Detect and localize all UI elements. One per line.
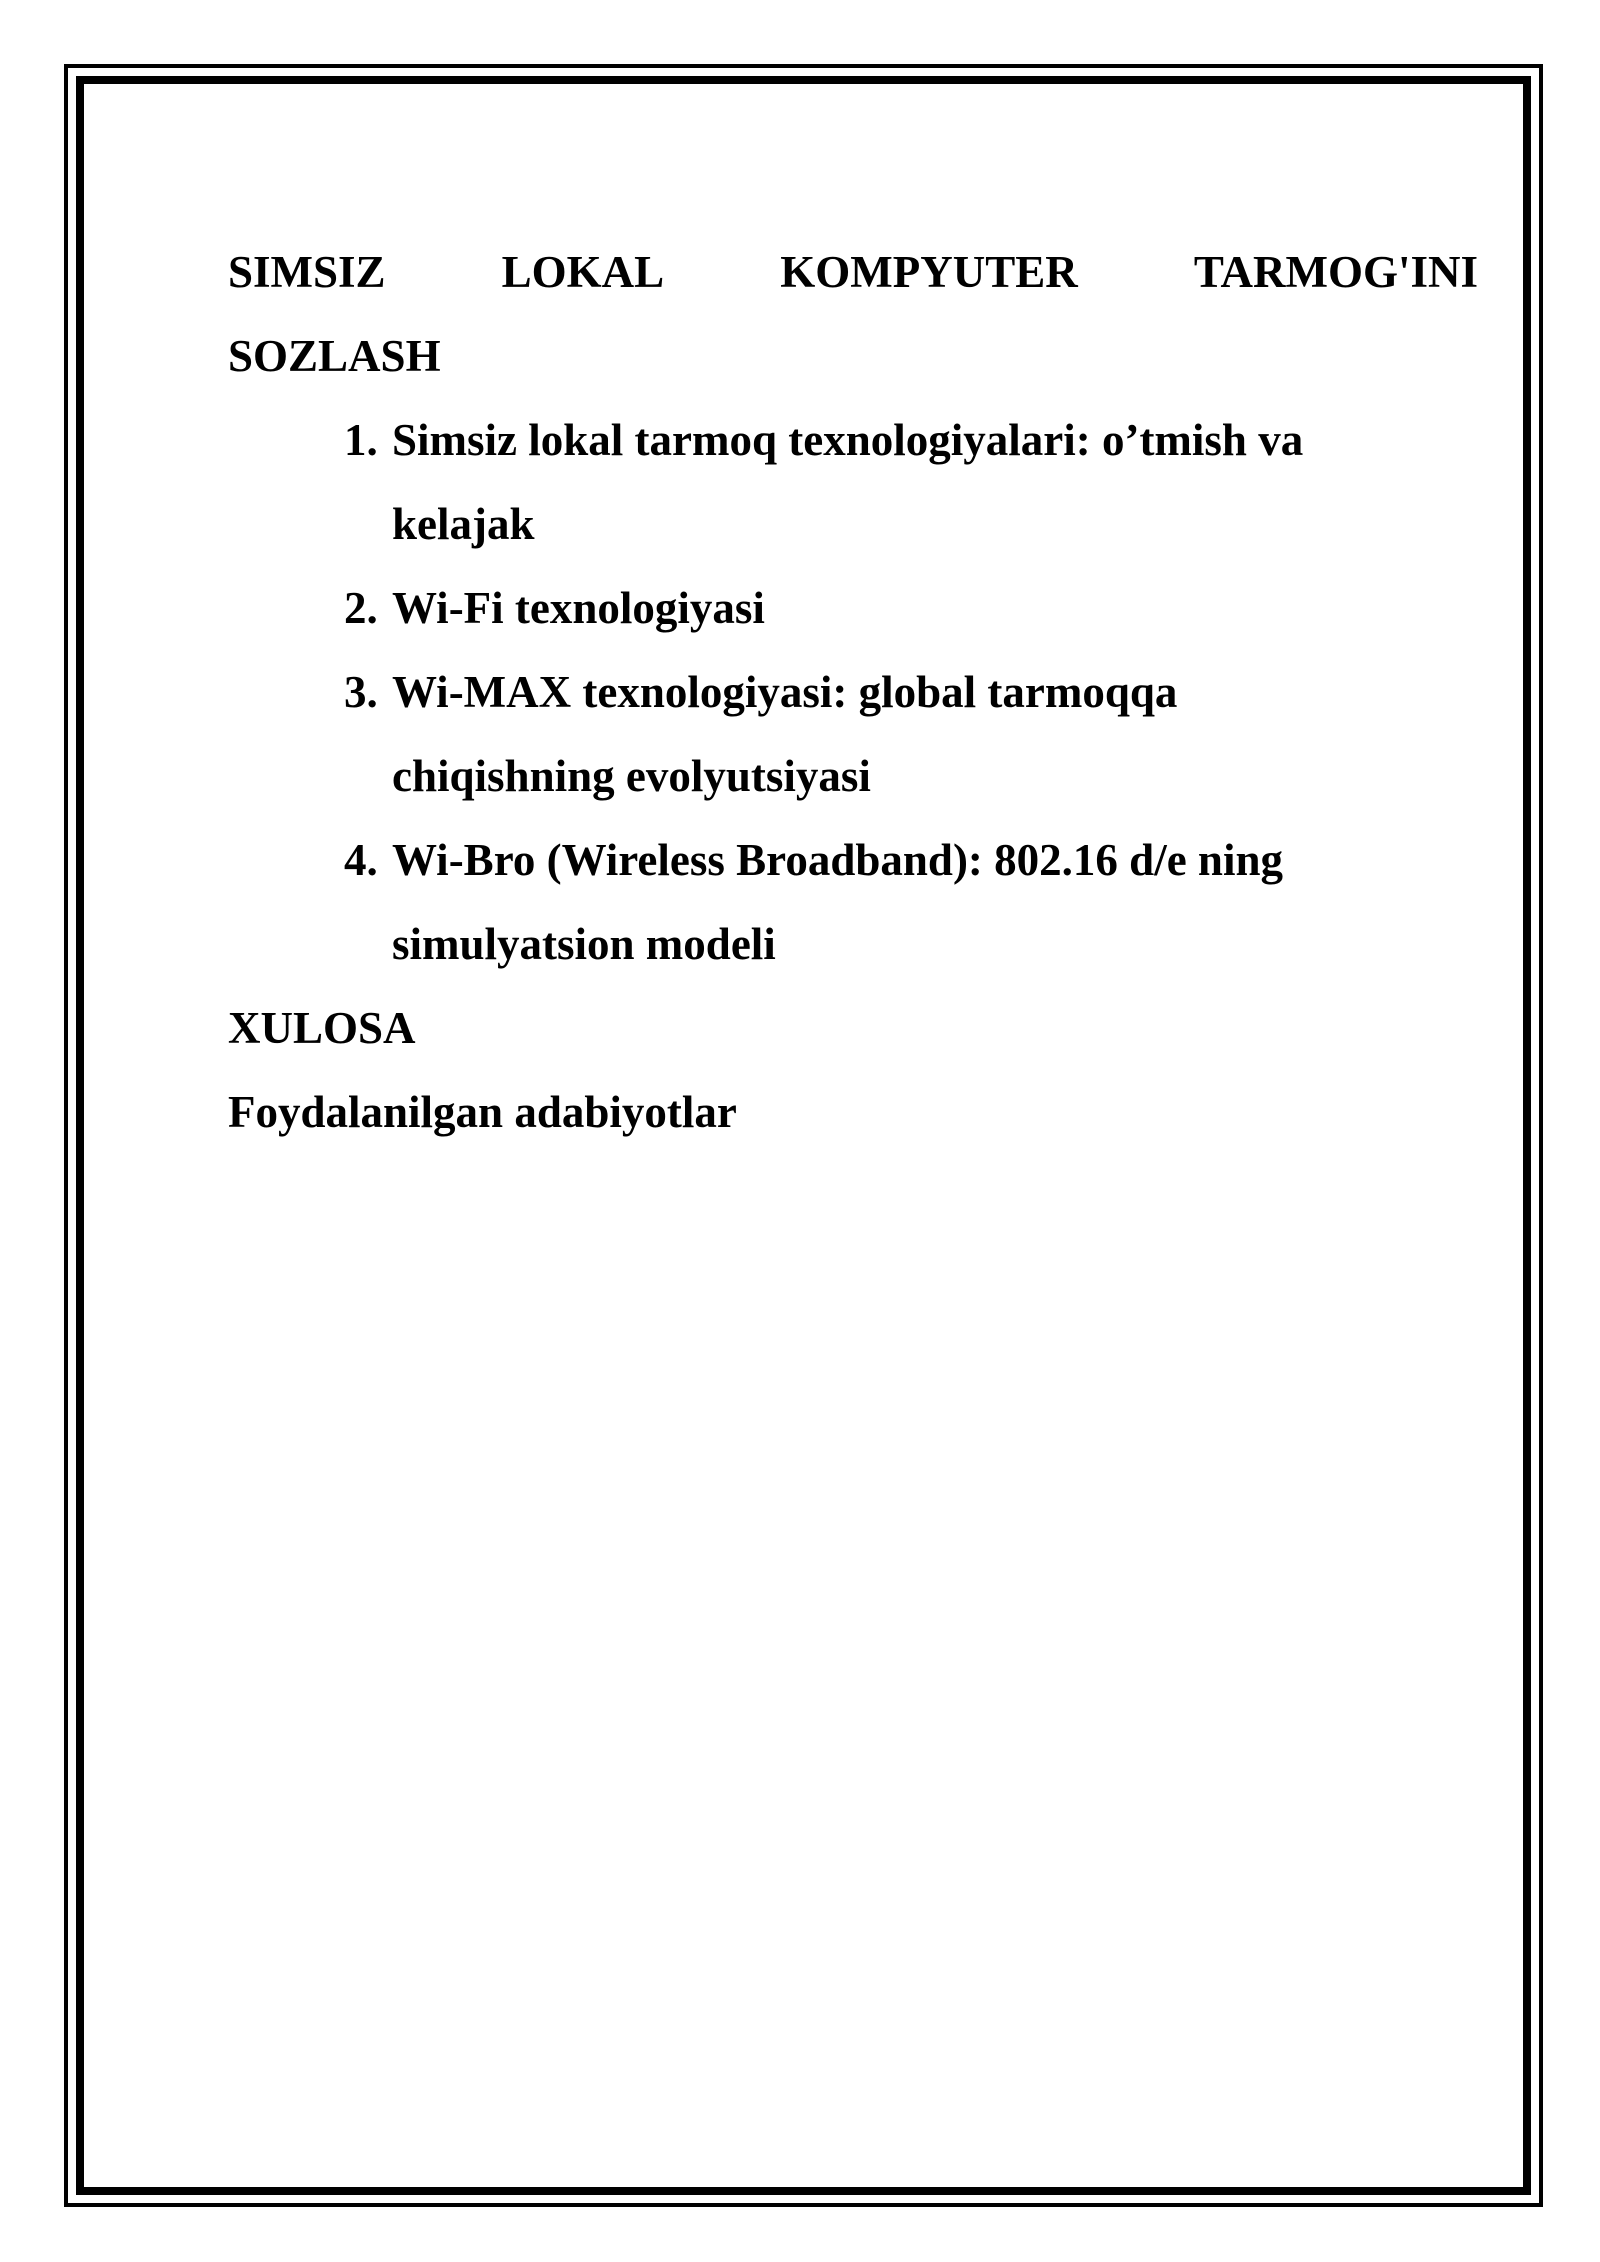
toc-item-3: [344, 650, 1478, 818]
references-heading: Foydalanilgan adabiyotlar: [228, 1087, 737, 1137]
table-of-contents: [228, 398, 1478, 986]
toc-item-number: 2.: [344, 583, 378, 633]
toc-item-number: 3.: [344, 667, 378, 717]
toc-item-text: Simsiz lokal tarmoq texnologiyalari: o’tmish va kelajak: [392, 415, 1304, 549]
toc-item-2: [344, 566, 1478, 650]
toc-item-number: 4.: [344, 835, 378, 885]
toc-item-number: 1.: [344, 415, 378, 465]
toc-item-text: Wi-Bro (Wireless Broadband): 802.16 d/e ning simulyatsion modeli: [392, 835, 1283, 969]
document-title-line2: SOZLASH: [228, 331, 441, 381]
toc-item-text: Wi-MAX texnologiyasi: global tarmoqqa chiqishning evolyutsiyasi: [392, 667, 1178, 801]
toc-item-1: [344, 398, 1478, 566]
title-word: KOMPYUTER: [780, 247, 1078, 297]
document-title: [228, 230, 1478, 398]
title-word: LOKAL: [501, 247, 665, 297]
document-title-line1: [228, 230, 1478, 314]
conclusion-heading: XULOSA: [228, 1003, 416, 1053]
toc-item-text: Wi-Fi texnologiyasi: [392, 583, 765, 633]
title-word: TARMOG'INI: [1193, 247, 1478, 297]
title-word: SIMSIZ: [228, 247, 386, 297]
toc-item-4: [344, 818, 1478, 986]
page-content: [228, 230, 1478, 1154]
